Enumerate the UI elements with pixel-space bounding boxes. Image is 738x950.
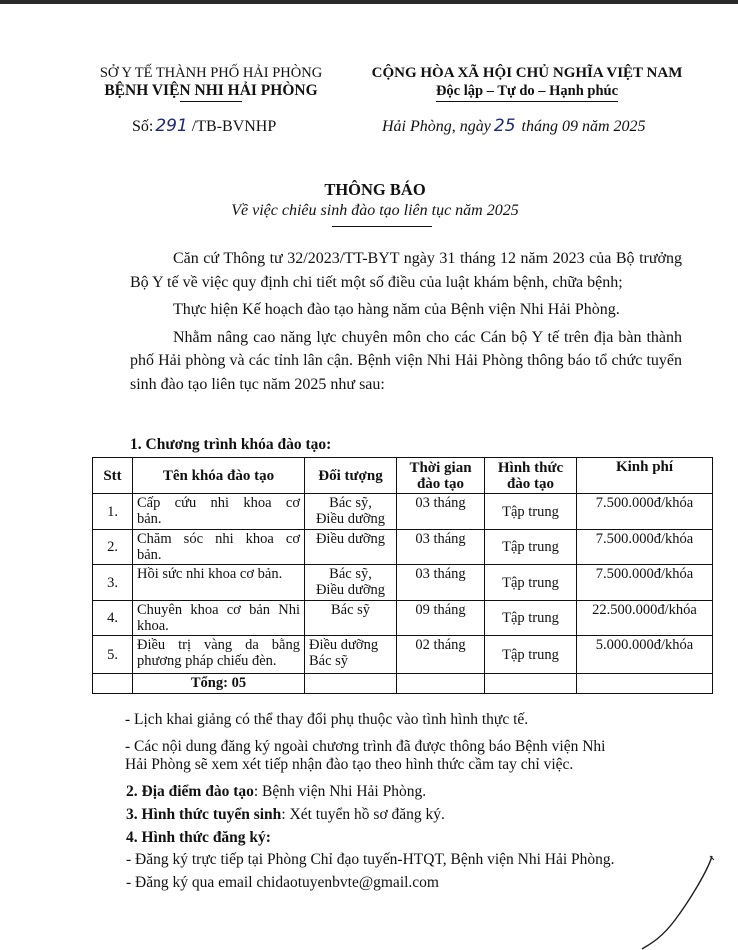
- notice-title: THÔNG BÁO: [324, 180, 426, 199]
- body-text: [130, 247, 682, 396]
- row-name: [133, 565, 305, 601]
- col-name: Tên khóa đào tạo: [133, 458, 305, 494]
- row-name: [133, 601, 305, 636]
- section3: [126, 805, 445, 824]
- total-empty: [485, 674, 577, 694]
- paragraph-purpose: Nhằm nâng cao năng lực chuyên môn cho các Cán bộ Y tế trên địa bàn thành phố Hải phòng và các tỉnh lân cận. Bệnh viện Nhi Hải Phòng thông báo tổ chức tuyển sinh đào tạo liên tục năm 2025 như sau:: [130, 328, 682, 393]
- scan-top-edge: [0, 0, 738, 4]
- row-fee: 7.500.000đ/khóa: [577, 494, 713, 530]
- row-target-line2: Bác sỹ: [309, 653, 349, 669]
- section4-item-direct: - Đăng ký trực tiếp tại Phòng Chỉ đạo tuyến-HTQT, Bệnh viện Nhi Hải Phòng.: [126, 851, 615, 868]
- note-extra-line2: Hải Phòng sẽ xem xét tiếp nhận đào tạo theo hình thức cầm tay chỉ việc.: [125, 756, 574, 773]
- doc-date-suffix: tháng 09 năm 2025: [521, 118, 646, 135]
- motto: Độc lập – Tự do – Hạnh phúc: [436, 82, 618, 102]
- row-target-line2: Điều dưỡng: [315, 582, 386, 598]
- row-target-line1: Bác sỹ,: [329, 495, 372, 511]
- table-row: [93, 636, 713, 674]
- row-stt: 5.: [93, 636, 133, 674]
- table-row: [93, 565, 713, 601]
- org-block: [95, 64, 327, 102]
- row-stt: 2.: [93, 530, 133, 565]
- row-duration: 03 tháng: [397, 565, 485, 601]
- subtitle-underline: [332, 226, 432, 227]
- section1-heading: 1. Chương trình khóa đào tạo:: [130, 436, 332, 453]
- nation-title: CỘNG HÒA XÃ HỘI CHỦ NGHĨA VIỆT NAM: [371, 65, 683, 81]
- doc-number-handwritten: 291: [155, 116, 188, 136]
- nation-block: [362, 64, 692, 102]
- row-form: Tập trung: [485, 530, 577, 565]
- row-target-line1: Điều dưỡng: [315, 531, 386, 547]
- col-target: Đối tượng: [305, 458, 397, 494]
- row-duration: 03 tháng: [397, 530, 485, 565]
- section4-heading: 4. Hình thức đăng ký:: [126, 829, 271, 846]
- doc-date-prefix: Hải Phòng, ngày: [382, 118, 491, 135]
- row-name-line1: Hồi sức nhi khoa cơ bản.: [137, 566, 283, 582]
- total-empty: [577, 674, 713, 694]
- row-target: [305, 636, 397, 674]
- row-duration: 02 tháng: [397, 636, 485, 674]
- row-name: [133, 530, 305, 565]
- row-target: [305, 565, 397, 601]
- doc-number: [132, 116, 276, 136]
- row-fee: 7.500.000đ/khóa: [577, 565, 713, 601]
- col-form: Hình thức đào tạo: [485, 458, 577, 494]
- col-duration: Thời gian đào tạo: [397, 458, 485, 494]
- section2-value: : Bệnh viện Nhi Hải Phòng.: [253, 783, 427, 800]
- row-target-line2: Điều dưỡng: [315, 511, 386, 527]
- row-duration: 09 tháng: [397, 601, 485, 636]
- section3-value: : Xét tuyển hồ sơ đăng ký.: [281, 806, 445, 823]
- row-name-line2: khoa.: [137, 618, 169, 634]
- org-name: BỆNH VIỆN NHI HẢI PHÒNG: [104, 82, 318, 99]
- row-target: [305, 601, 397, 636]
- row-fee: 5.000.000đ/khóa: [577, 636, 713, 674]
- signature-stroke: [630, 850, 720, 950]
- row-fee: 7.500.000đ/khóa: [577, 530, 713, 565]
- section4-item-email: - Đăng ký qua email chidaotuyenbvte@gmail.com: [126, 874, 439, 891]
- row-target-line1: Bác sỹ: [330, 602, 371, 618]
- row-form: Tập trung: [485, 494, 577, 530]
- section2: [126, 782, 426, 801]
- table-row: [93, 494, 713, 530]
- org-parent: SỞ Y TẾ THÀNH PHỐ HẢI PHÒNG: [99, 65, 323, 81]
- row-name-line1: Chuyên khoa cơ bản Nhi: [137, 602, 300, 618]
- doc-date: [382, 116, 646, 136]
- row-name-line1: Cấp cứu nhi khoa cơ: [137, 495, 300, 511]
- total-empty: [397, 674, 485, 694]
- total-empty: [305, 674, 397, 694]
- col-fee: Kinh phí: [577, 458, 713, 494]
- row-name-line2: phương pháp chiếu đèn.: [137, 653, 277, 669]
- row-form: Tập trung: [485, 565, 577, 601]
- doc-date-day-handwritten: 25: [493, 116, 516, 136]
- section2-label: 2. Địa điểm đào tạo: [126, 783, 254, 800]
- row-name-line2: bản.: [137, 511, 162, 527]
- total-stt-empty: [93, 674, 133, 694]
- doc-number-prefix: Số:: [132, 118, 154, 135]
- paragraph-legal-basis: Căn cứ Thông tư 32/2023/TT-BYT ngày 31 tháng 12 năm 2023 của Bộ trưởng Bộ Y tế về việc quy định chi tiết một số điều của luật khám bệnh, chữa bệnh;: [130, 250, 682, 291]
- total-label: Tổng: 05: [133, 674, 305, 694]
- row-duration: 03 tháng: [397, 494, 485, 530]
- notice-subtitle: Về việc chiêu sinh đào tạo liên tục năm 2025: [231, 202, 519, 219]
- row-form: Tập trung: [485, 636, 577, 674]
- row-name-line1: Chăm sóc nhi khoa cơ: [137, 531, 300, 547]
- org-underline: [180, 101, 242, 102]
- row-fee: 22.500.000đ/khóa: [577, 601, 713, 636]
- row-name-line1: Điều trị vàng da bằng: [137, 637, 300, 653]
- doc-number-suffix: /TB-BVNHP: [191, 118, 277, 135]
- paragraph-plan: Thực hiện Kế hoạch đào tạo hàng năm của Bệnh viện Nhi Hải Phòng.: [173, 301, 620, 318]
- courses-table: [92, 457, 713, 694]
- row-name: [133, 636, 305, 674]
- section3-label: 3. Hình thức tuyển sinh: [126, 806, 282, 823]
- row-target: [305, 494, 397, 530]
- row-name-line2: bản.: [137, 547, 162, 563]
- note-extra-line1: - Các nội dung đăng ký ngoài chương trình đã được thông báo Bệnh viện Nhi: [125, 738, 606, 755]
- table-total-row: [93, 674, 713, 694]
- row-target-line1: Điều dưỡng: [309, 637, 379, 653]
- table-row: [93, 601, 713, 636]
- row-stt: 1.: [93, 494, 133, 530]
- row-target-line1: Bác sỹ,: [329, 566, 372, 582]
- row-form: Tập trung: [485, 601, 577, 636]
- table-row: [93, 530, 713, 565]
- note-schedule: - Lịch khai giảng có thể thay đổi phụ thuộc vào tình hình thực tế.: [125, 711, 529, 728]
- row-stt: 3.: [93, 565, 133, 601]
- row-stt: 4.: [93, 601, 133, 636]
- row-target: [305, 530, 397, 565]
- table-header-row: [93, 458, 713, 494]
- col-stt: Stt: [93, 458, 133, 494]
- row-name: [133, 494, 305, 530]
